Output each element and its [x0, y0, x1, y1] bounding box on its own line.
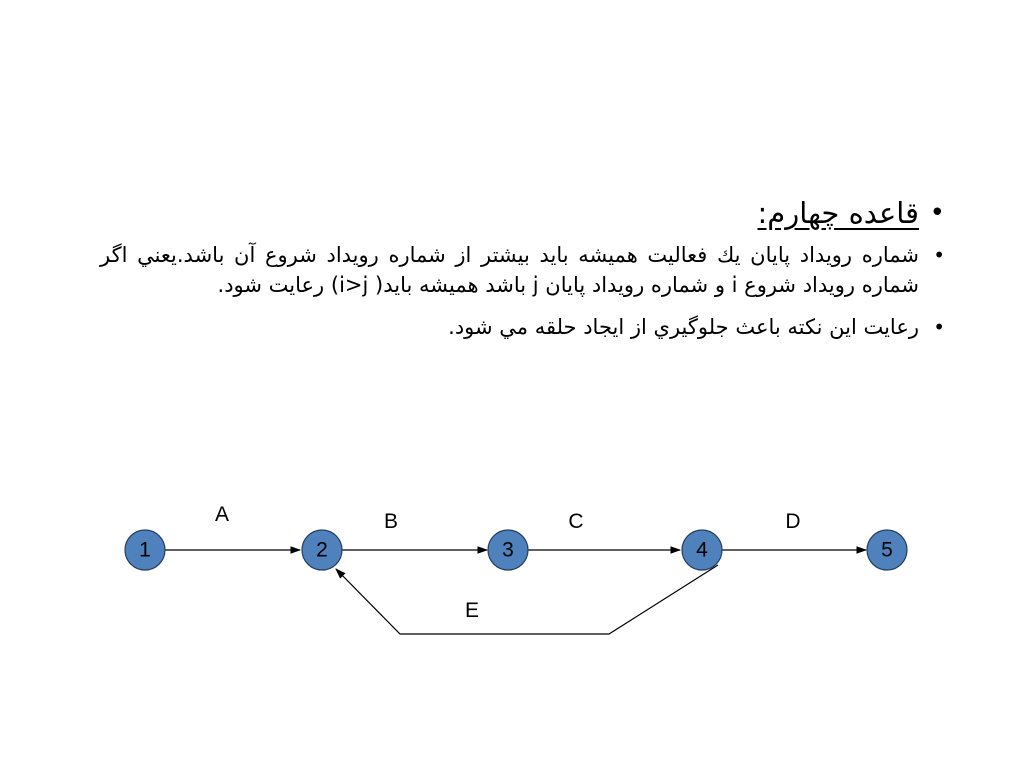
node-2-label: 2	[316, 538, 328, 562]
bullet-icon: •	[929, 198, 945, 228]
rule-bullet-text-1: شماره رویداد پایان يك فعاليت هميشه بايد بيشتر از شماره رویداد شروع آن باشد.يعني اگر شماره رویداد شروع i و شماره رویداد پایان j باشد هميشه بايد( i>j) رعايت شود.	[100, 243, 919, 297]
node-5-label: 5	[881, 538, 893, 562]
edge-b-label: B	[383, 510, 399, 533]
node-1	[125, 530, 165, 570]
node-4	[682, 530, 722, 570]
edge-c-label: C	[568, 510, 584, 533]
edge-d-label: D	[785, 510, 801, 533]
bullet-icon: •	[933, 243, 945, 267]
node-4-label: 4	[696, 538, 708, 562]
node-3	[488, 530, 528, 570]
node-3-label: 3	[502, 538, 514, 562]
node-2	[302, 530, 342, 570]
node-1-label: 1	[139, 538, 151, 562]
edge-a-label: A	[214, 503, 230, 526]
edge-e-arrow	[336, 565, 718, 634]
bullet-icon: •	[933, 315, 945, 339]
rule-heading: قاعده چهارم:	[757, 196, 919, 230]
rule-bullet-text-2: رعايت اين نكته باعث جلوگيري از ايجاد حلقه مي شود.	[448, 315, 919, 339]
node-5	[867, 530, 907, 570]
edge-e-label: E	[464, 599, 480, 622]
